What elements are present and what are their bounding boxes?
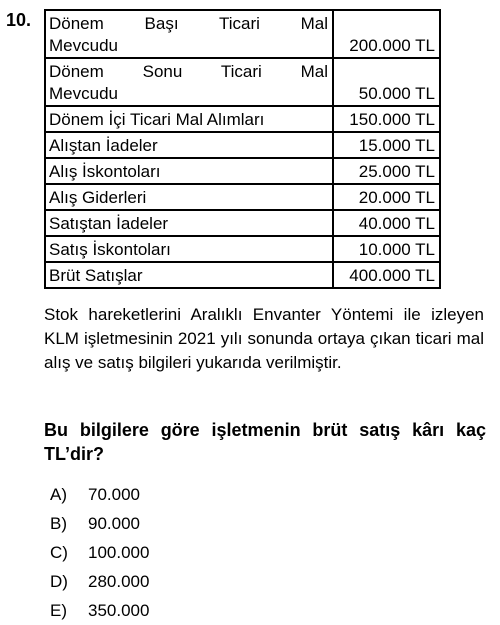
row-label: Alış İskontoları (45, 158, 333, 184)
row-label-line1: Dönem Sonu Ticari Mal (49, 62, 328, 81)
option-e[interactable] (50, 596, 149, 625)
option-text: 280.000 (88, 572, 150, 591)
option-letter: D) (50, 572, 68, 591)
question-number: 10. (6, 10, 32, 30)
question-context: Stok hareketlerini Aralıklı Envanter Yöntemi ile izleyen KLM işletmesinin 2021 yılı sonunda ortaya çıkan ticari mal alış ve satış bilgileri yukarıda verilmiştir. (44, 305, 484, 372)
table-row (45, 158, 440, 184)
table-row (45, 58, 440, 106)
data-table (44, 9, 441, 289)
option-a[interactable] (50, 480, 149, 509)
row-value: 10.000 TL (333, 236, 440, 262)
question-prompt: Bu bilgilere göre işletmenin brüt satış kârı kaç TL’dir? (44, 420, 486, 464)
option-b[interactable] (50, 509, 149, 538)
option-text: 90.000 (88, 514, 140, 533)
option-c[interactable] (50, 538, 149, 567)
row-value: 50.000 TL (333, 58, 440, 106)
row-label (45, 58, 333, 106)
option-text: 70.000 (88, 485, 140, 504)
table-row (45, 184, 440, 210)
answer-options (50, 480, 149, 625)
row-label: Satıştan İadeler (45, 210, 333, 236)
option-letter: C) (50, 543, 68, 562)
row-label: Brüt Satışlar (45, 262, 333, 288)
table-row (45, 236, 440, 262)
row-label-line2: Mevcudu (49, 84, 118, 103)
table-row (45, 262, 440, 288)
row-label: Dönem İçi Ticari Mal Alımları (45, 106, 333, 132)
row-value: 200.000 TL (333, 10, 440, 58)
row-value: 400.000 TL (333, 262, 440, 288)
row-label-line2: Mevcudu (49, 36, 118, 55)
row-value: 15.000 TL (333, 132, 440, 158)
option-text: 350.000 (88, 601, 150, 620)
row-value: 25.000 TL (333, 158, 440, 184)
row-label-line1: Dönem Başı Ticari Mal (49, 14, 328, 33)
option-d[interactable] (50, 567, 149, 596)
row-label: Alış Giderleri (45, 184, 333, 210)
table-row (45, 132, 440, 158)
row-value: 40.000 TL (333, 210, 440, 236)
table-row (45, 10, 440, 58)
row-label: Satış İskontoları (45, 236, 333, 262)
option-text: 100.000 (88, 543, 150, 562)
table-row (45, 210, 440, 236)
row-label (45, 10, 333, 58)
row-label: Alıştan İadeler (45, 132, 333, 158)
row-value: 20.000 TL (333, 184, 440, 210)
option-letter: B) (50, 514, 67, 533)
option-letter: E) (50, 601, 67, 620)
table-row (45, 106, 440, 132)
option-letter: A) (50, 485, 67, 504)
row-value: 150.000 TL (333, 106, 440, 132)
